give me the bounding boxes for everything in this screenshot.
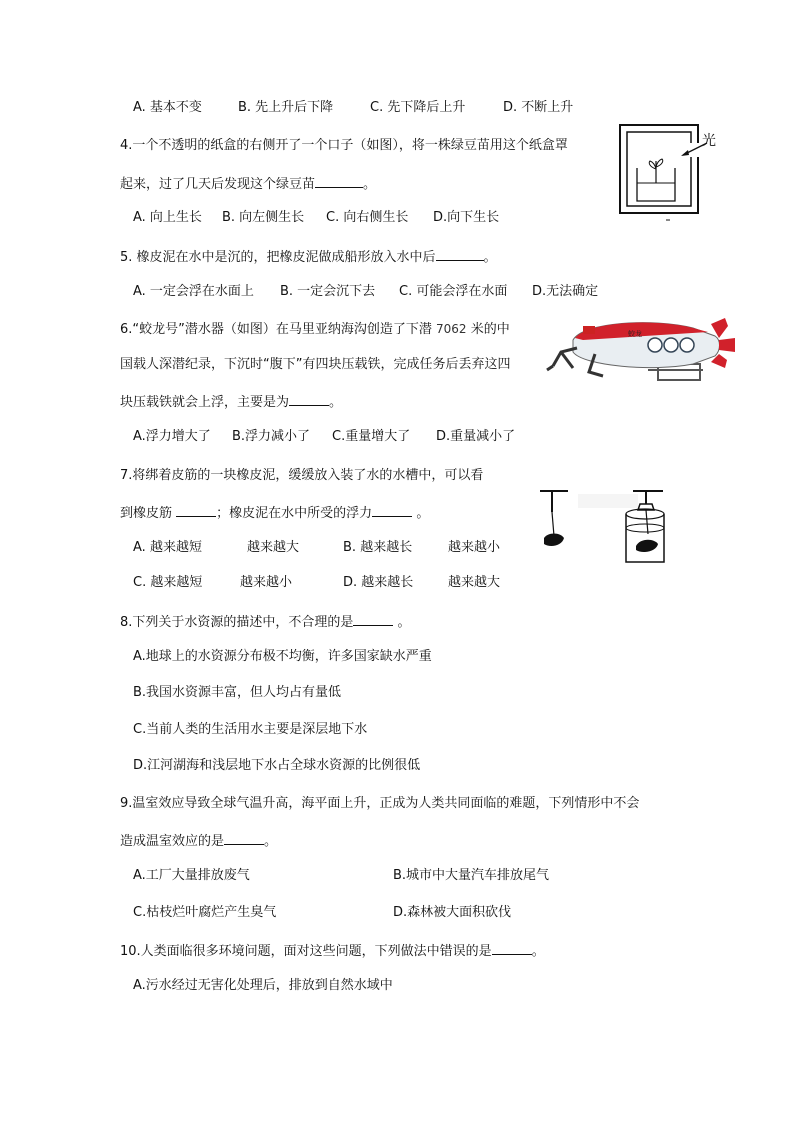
q6-option-d: D.重量减小了 [436,429,516,444]
q7-option-a-second: 越来越大 [247,540,300,555]
q9-option-a: A.工厂大量排放废气 [133,868,250,883]
q9-option-b: B.城市中大量汽车排放尾气 [393,868,550,883]
q9-stem-line2: 造成温室效应的是 。 [120,834,278,849]
q8-option-b: B.我国水资源丰富，但人均占有量低 [133,685,342,700]
q8-option-d: D.江河湖海和浅层地下水占全球水资源的比例很低 [133,758,421,773]
q5-option-d: D.无法确定 [532,284,599,299]
q7-option-d-second: 越来越大 [448,575,501,590]
q6-stem-line3: 块压载铁就会上浮，主要是为 。 [120,395,343,410]
q6-stem-line1: 6.“蛟龙号”潜水器（如图）在马里亚纳海沟创造了下潜 7062 米的中 [120,322,510,337]
q4-option-a: A. 向上生长 [133,210,202,225]
q4-option-b: B. 向左侧生长 [222,210,305,225]
q3-option-d: D. 不断上升 [503,100,574,115]
q5-option-a: A. 一定会浮在水面上 [133,284,254,299]
q8-option-a: A.地球上的水资源分布极不均衡，许多国家缺水严重 [133,649,432,664]
q3-option-c: C. 先下降后上升 [370,100,466,115]
submersible-jiaolong-figure [543,310,738,388]
q4-stem-line1: 4.一个不透明的纸盒的右侧开了一个口子（如图），将一株绿豆苗用这个纸盒罩 [120,138,568,153]
q9-stem-line1: 9.温室效应导致全球气温升高，海平面上升，正成为人类共同面临的难题，下列情形中不会 [120,796,640,811]
q7-option-d: D. 越来越长 [343,575,414,590]
q6-stem-line2: 国载人深潜纪录，下沉时“腹下”有四块压载铁，完成任务后丢弃这四 [120,357,511,372]
q3-option-b: B. 先上升后下降 [238,100,334,115]
q3-option-a: A. 基本不变 [133,100,202,115]
q7-stem-line2: 到橡皮筋 ；橡皮泥在水中所受的浮力 。 [120,506,430,521]
q10-option-a: A.污水经过无害化处理后，排放到自然水域中 [133,978,393,993]
q7-option-c: C. 越来越短 [133,575,203,590]
light-label: 光 [702,133,716,149]
q8-option-c: C.当前人类的生活用水主要是深层地下水 [133,722,368,737]
q9-option-c: C.枯枝烂叶腐烂产生臭气 [133,905,277,920]
q4-stem-line2: 起来，过了几天后发现这个绿豆苗 。 [120,177,377,192]
q7-option-b-second: 越来越小 [448,540,501,555]
q6-option-c: C.重量增大了 [332,429,411,444]
q7-option-c-second: 越来越小 [240,575,293,590]
q8-stem: 8.下列关于水资源的描述中，不合理的是 。 [120,615,411,630]
q6-option-b: B.浮力减小了 [232,429,311,444]
q4-option-c: C. 向右侧生长 [326,210,409,225]
q7-option-a: A. 越来越短 [133,540,202,555]
q4-option-d: D.向下生长 [433,210,500,225]
q10-stem: 10.人类面临很多环境问题，面对这些问题，下列做法中错误的是 。 [120,944,545,959]
q5-stem: 5. 橡皮泥在水中是沉的，把橡皮泥做成船形放入水中后 。 [120,250,497,265]
q7-stem-line1: 7.将绑着皮筋的一块橡皮泥，缓缓放入装了水的水槽中，可以看 [120,468,484,483]
q5-option-b: B. 一定会沉下去 [280,284,376,299]
rubber-band-clay-figure [538,486,678,568]
q5-option-c: C. 可能会浮在水面 [399,284,508,299]
submersible-name-label: 蛟龙 [628,330,642,338]
q6-option-a: A.浮力增大了 [133,429,211,444]
q7-option-b: B. 越来越长 [343,540,413,555]
q9-option-d: D.森林被大面积砍伐 [393,905,512,920]
